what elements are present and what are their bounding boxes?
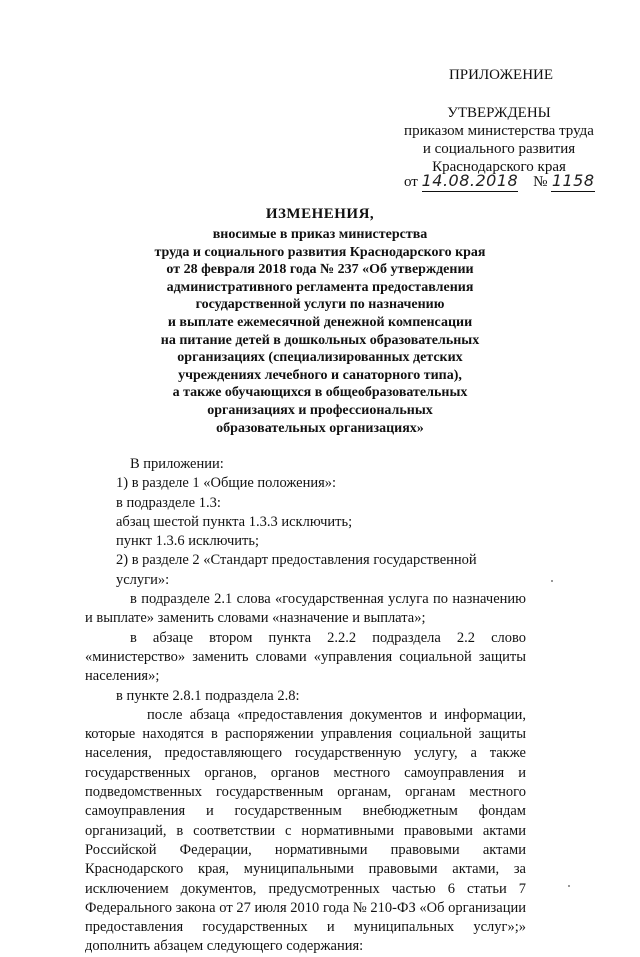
approval-line: приказом министерства труда bbox=[404, 123, 594, 139]
body-paragraph: 2) в разделе 2 «Стандарт предоставления государственной услуги»: bbox=[116, 552, 477, 588]
approval-line: Краснодарского края bbox=[432, 159, 566, 175]
appendix-label: ПРИЛОЖЕНИЕ bbox=[448, 67, 554, 83]
body-paragraph: в подразделе 1.3: bbox=[116, 494, 221, 511]
from-label: от bbox=[404, 174, 418, 190]
document-subtitle bbox=[100, 226, 540, 437]
body-paragraph: после абзаца «предоставления документов и информации, которые находятся в распоряжении управления социальной защиты населения, предоставляющего государственную услугу, а также государственных органов, органов местного самоуправления и подведомственных государственным органам, органам местного самоуправления и государственным внебюджетным фондам организаций, в соответствии с нормативными правовыми актами Российской Федерации, нормативными правовыми актами Краснодарского края, муниципальными правовыми актами, за исключением документов, предусмотренных частью 6 статьи 7 Федерального закона от 27 июля 2010 года № 210-ФЗ «Об организации предоставления государственных и муниципальных услуг»;» дополнить абзацем следующего содержания: bbox=[85, 706, 526, 955]
body-paragraph: 1) в разделе 1 «Общие положения»: bbox=[116, 475, 337, 492]
body-paragraph: В приложении: bbox=[130, 456, 224, 472]
subtitle-line: на питание детей в дошкольных образовательных bbox=[160, 332, 480, 348]
body-paragraph: в абзаце втором пункта 2.2.2 подраздела 2.2 слово «министерство» заменить словами «управления социальной защиты населения»; bbox=[85, 629, 526, 685]
scan-speck bbox=[568, 885, 570, 887]
approval-line: и социального развития bbox=[422, 141, 576, 157]
body-paragraph: в подразделе 2.1 слова «государственная услуга по назначению и выплате» заменить словами «назначение и выплата»; bbox=[85, 591, 526, 627]
document-body bbox=[85, 455, 526, 957]
order-number-line bbox=[551, 172, 595, 192]
subtitle-line: труда и социального развития Краснодарского края bbox=[154, 244, 486, 260]
order-date: 14.08.2018 bbox=[421, 171, 519, 190]
approved-label: УТВЕРЖДЕНЫ bbox=[447, 105, 551, 121]
order-reference bbox=[404, 172, 614, 192]
body-paragraph: пункт 1.3.6 исключить; bbox=[116, 533, 259, 550]
order-date-line bbox=[422, 172, 518, 192]
body-paragraph: абзац шестой пункта 1.3.3 исключить; bbox=[116, 513, 353, 530]
body-paragraph: в пункте 2.8.1 подраздела 2.8: bbox=[116, 687, 300, 704]
number-label: № bbox=[533, 174, 548, 190]
subtitle-line: и выплате ежемесячной денежной компенсации bbox=[167, 314, 473, 330]
subtitle-line: административного регламента предоставления bbox=[166, 279, 474, 295]
subtitle-line: образовательных организациях» bbox=[216, 420, 424, 436]
document-title: ИЗМЕНЕНИЯ, bbox=[265, 206, 375, 222]
subtitle-line: вносимые в приказ министерства bbox=[212, 227, 428, 242]
subtitle-line: организациях и профессиональных bbox=[207, 402, 433, 418]
subtitle-line: а также обучающихся в общеобразовательных bbox=[172, 385, 468, 401]
order-number: 1158 bbox=[551, 171, 595, 190]
subtitle-line: учреждениях лечебного и санаторного типа), bbox=[178, 367, 462, 383]
scan-speck bbox=[551, 580, 553, 582]
subtitle-line: организациях (специализированных детских bbox=[177, 350, 463, 366]
approval-order-block bbox=[396, 122, 602, 176]
subtitle-line: государственной услуги по назначению bbox=[195, 297, 445, 313]
subtitle-line: от 28 февраля 2018 года № 237 «Об утверждении bbox=[166, 262, 474, 278]
